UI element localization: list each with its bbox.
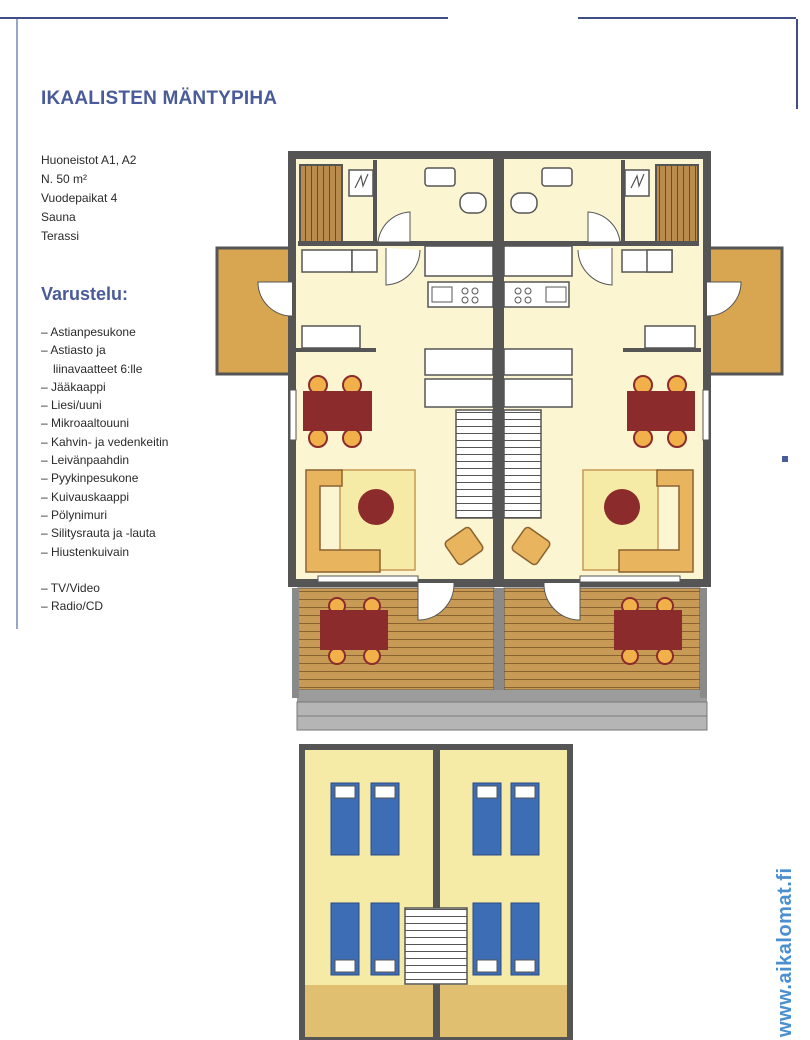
stairs-left [456,410,493,518]
equipment-item: – Hiustenkuivain [41,544,130,559]
website-watermark: www.aikalomat.fi [774,867,796,1037]
equipment-heading: Varustelu: [41,284,129,304]
equipment-item: liinavaatteet 6:lle [53,361,143,376]
equipment-item: – Pölynimuri [41,507,108,522]
terrace-post-left [292,588,299,698]
sauna-left [300,165,342,243]
equipment-item: – Kuivauskaappi [41,489,130,504]
sink-left [425,168,455,186]
equipment-item: – Mikroaaltouuni [41,416,130,431]
terrace-base-strip [297,690,707,702]
terrace-post-center [494,588,504,690]
info-area: N. 50 m² [41,172,88,186]
equipment-item: – Kahvin- ja vedenkeitin [41,434,169,449]
toilet-right [511,193,537,213]
center-wall [493,155,504,583]
terrace-post-right [700,588,707,698]
media-item: – Radio/CD [41,599,104,614]
equipment-item: – Liesi/uuni [41,398,102,413]
equipment-item: – Pyykinpesukone [41,471,139,486]
stove-right [625,170,649,196]
toilet-left [460,193,486,213]
equipment-item: – Jääkaappi [41,379,106,394]
equipment-item: – Astianpesukone [41,325,136,339]
media-item: – TV/Video [41,580,100,595]
sauna-right [656,165,698,243]
info-terrace: Terassi [41,229,80,243]
upper-stairs [405,908,467,984]
margin-marker [782,456,788,462]
sink-right [542,168,572,186]
equipment-item: – Astiasto ja [41,343,106,358]
kitchen-counter-left [425,246,493,276]
stairs-right [504,410,541,518]
equipment-item: – Silitysrauta ja -lauta [41,526,156,541]
upper-center-wall [433,747,440,1037]
info-apartments: Huoneistot A1, A2 [41,153,137,167]
equipment-item: – Leivänpaahdin [41,453,130,468]
info-sauna: Sauna [41,210,76,224]
page-title: IKAALISTEN MÄNTYPIHA [41,88,278,109]
kitchen-counter-right [504,246,572,276]
info-beds: Vuodepaikat 4 [41,191,118,205]
stove-left [349,170,373,196]
